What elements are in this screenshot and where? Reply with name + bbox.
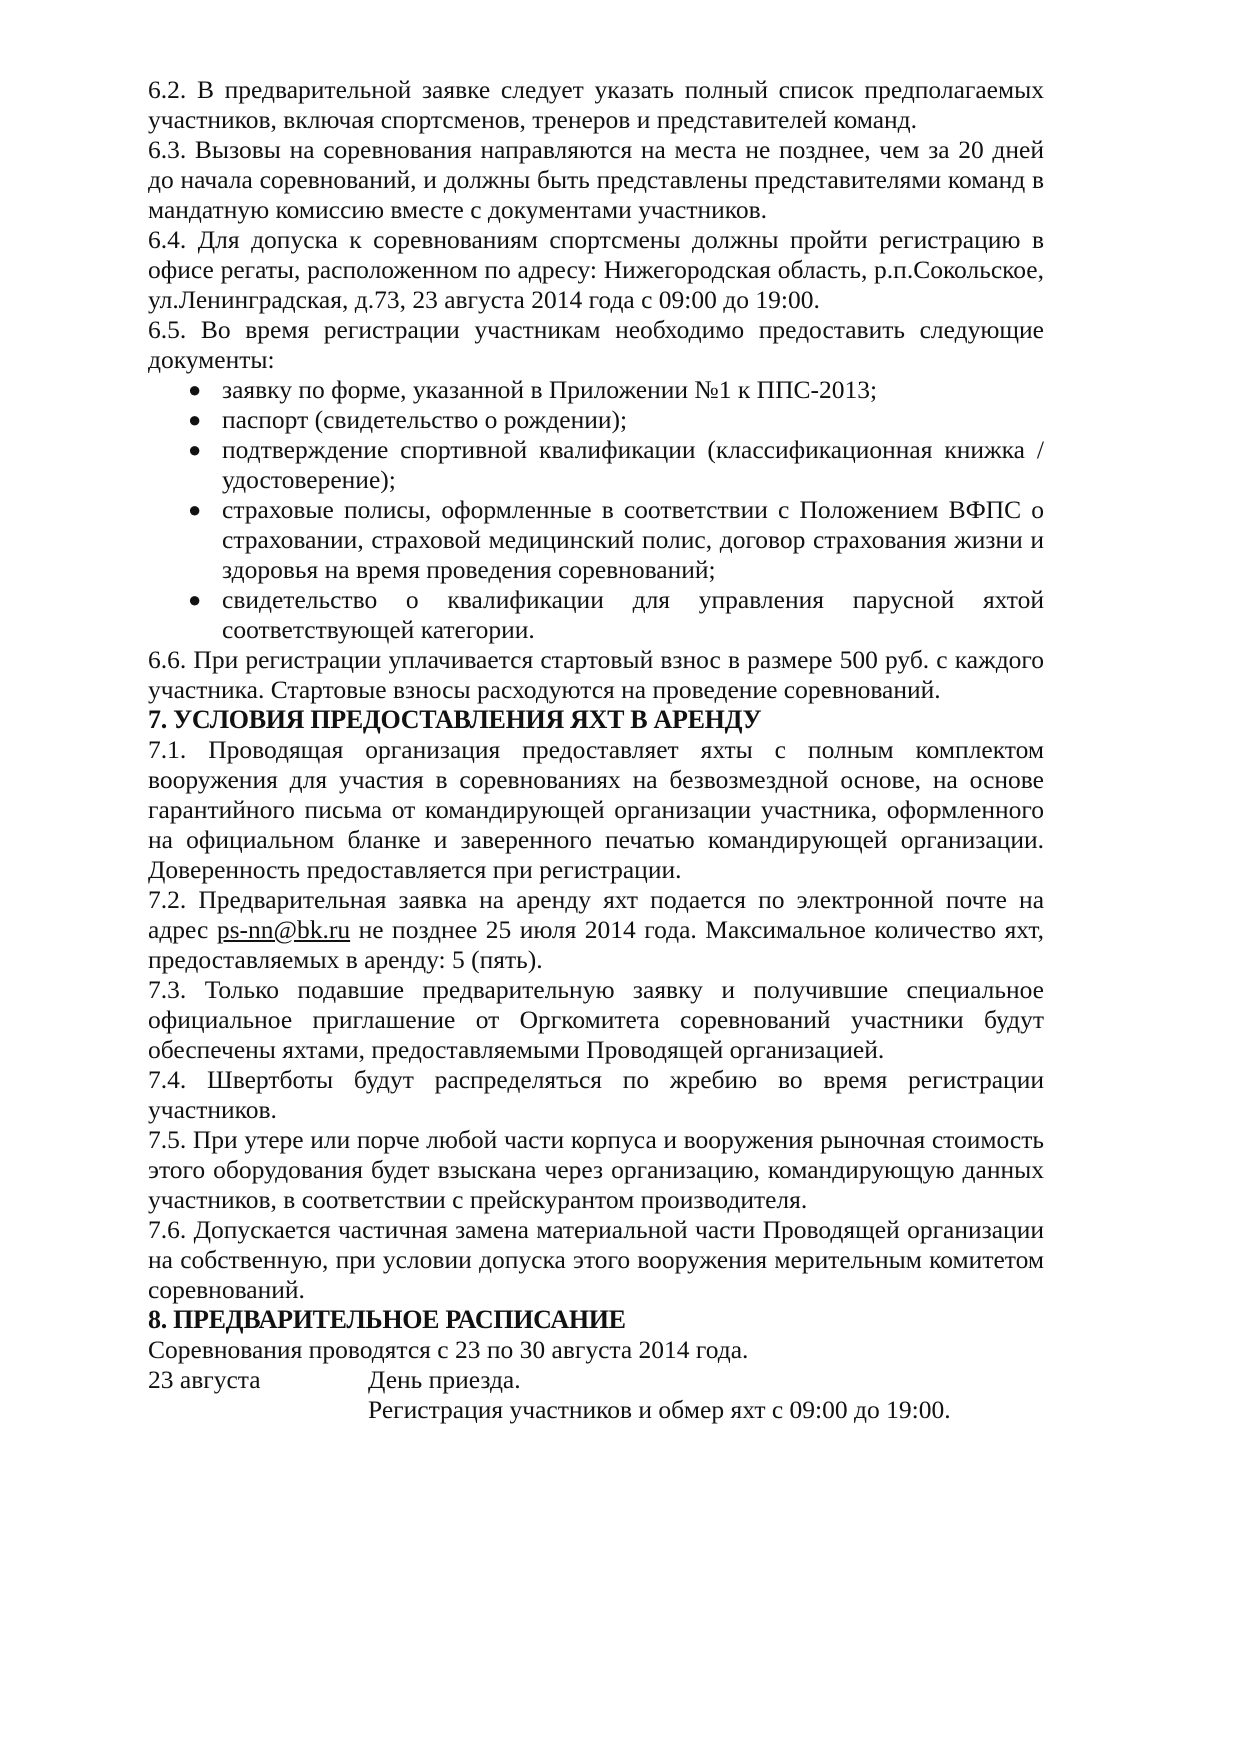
bullet-icon: ● [188,377,202,402]
clause-6-6 [148,645,1044,705]
clause-number: 6.6. [148,645,187,674]
clause-number: 7.2. [148,885,187,914]
clause-text: Допускается частичная замена материальной части Проводящей организации на собственную, при условии допуска этого вооружения мерительным комитетом соревнований. [148,1215,1044,1304]
clause-number: 7.6. [148,1215,187,1244]
clause-6-3 [148,135,1044,225]
clause-7-3 [148,975,1044,1065]
clause-text: Во время регистрации участникам необходимо предоставить следующие документы: [148,315,1045,374]
bullet-icon: ● [188,437,202,462]
clause-7-5 [148,1125,1044,1215]
bullet-icon: ● [188,587,202,612]
clause-text: не позднее 25 июля 2014 года. Максимальное количество яхт, предоставляемых в аренду: 5 (пять). [148,915,1045,974]
list-item [188,375,1044,405]
bullet-icon: ● [188,407,202,432]
clause-number: 7.3. [148,975,187,1004]
clause-number: 6.4. [148,225,187,254]
clause-number: 7.5. [148,1125,187,1154]
list-item-text: заявку по форме, указанной в Приложении №1 к ППС-2013; [222,375,878,404]
clause-number: 6.5. [148,315,187,344]
schedule-row [148,1365,1044,1425]
clause-6-4 [148,225,1044,315]
schedule-date: 23 августа [148,1365,261,1394]
clause-text: Для допуска к соревнованиям спортсмены должны пройти регистрацию в офисе регаты, расположенном по адресу: Нижегородская область, р.п.Сокольское, ул.Ленинградская, д.73, 23 августа 2014 года с 09:00 до 19:00. [148,225,1044,314]
clause-6-5 [148,315,1044,375]
clause-number: 7.1. [148,735,187,764]
list-item-text: страховые полисы, оформленные в соответствии с Положением ВФПС о страховании, страховой медицинский полис, договор страхования жизни и здоровья на время проведения соревнований; [222,495,1044,584]
clause-number: 7.4. [148,1065,187,1094]
document-page [148,75,1044,1425]
clause-text: Проводящая организация предоставляет яхты с полным комплектом вооружения для участия в соревнованиях на безвозмездной основе, на основе гарантийного письма от командирующей организации участника, оформленного на официальном бланке и заверенного печатью командирующей организации. Доверенность предоставляется при регистрации. [148,735,1045,884]
list-item [188,435,1044,495]
schedule-intro: Соревнования проводятся с 23 по 30 августа 2014 года. [148,1335,749,1364]
clause-number: 6.2. [148,75,187,104]
clause-text: Только подавшие предварительную заявку и получившие специальное официальное приглашение от Оргкомитета соревнований участники будут обеспечены яхтами, предоставляемыми Проводящей организацией. [148,975,1044,1064]
clause-number: 6.3. [148,135,187,164]
list-item [188,585,1044,645]
clause-7-2 [148,885,1044,975]
section-8-heading: 8. ПРЕДВАРИТЕЛЬНОЕ РАСПИСАНИЕ [148,1305,626,1334]
clause-text: При утере или порче любой части корпуса и вооружения рыночная стоимость этого оборудования будет взыскана через организацию, командирующую данных участников, в соответствии с прейскурантом производителя. [148,1125,1045,1214]
list-item-text: подтверждение спортивной квалификации (классификационная книжка / удостоверение); [222,435,1044,494]
clause-7-4 [148,1065,1044,1125]
schedule-event: День приезда. [368,1365,521,1394]
clause-text: Вызовы на соревнования направляются на места не позднее, чем за 20 дней до начала соревнований, и должны быть представлены представителями команд в мандатную комиссию вместе с документами участников. [148,135,1045,224]
clause-7-1 [148,735,1044,885]
bullet-icon: ● [188,497,202,522]
list-item-text: паспорт (свидетельство о рождении); [222,405,628,434]
schedule-events [368,1365,1044,1425]
clause-text: Швертботы будут распределяться по жребию во время регистрации участников. [148,1065,1044,1124]
list-item [188,495,1044,585]
required-documents-list [148,375,1044,645]
schedule-event: Регистрация участников и обмер яхт с 09:00 до 19:00. [368,1395,951,1424]
clause-text: При регистрации уплачивается стартовый взнос в размере 500 руб. с каждого участника. Стартовые взносы расходуются на проведение соревнований. [148,645,1045,704]
email-link[interactable]: ps-nn@bk.ru [216,915,351,944]
clause-7-6 [148,1215,1044,1305]
clause-text: Предварительная заявка на аренду яхт подается по электронной почте на адрес [148,885,1045,944]
list-item-text: свидетельство о квалификации для управления парусной яхтой соответствующей категории. [222,585,1044,644]
list-item [188,405,1044,435]
clause-text: В предварительной заявке следует указать полный список предполагаемых участников, включая спортсменов, тренеров и представителей команд. [148,75,1045,134]
clause-6-2 [148,75,1044,135]
section-7-heading: 7. УСЛОВИЯ ПРЕДОСТАВЛЕНИЯ ЯХТ В АРЕНДУ [148,705,762,734]
